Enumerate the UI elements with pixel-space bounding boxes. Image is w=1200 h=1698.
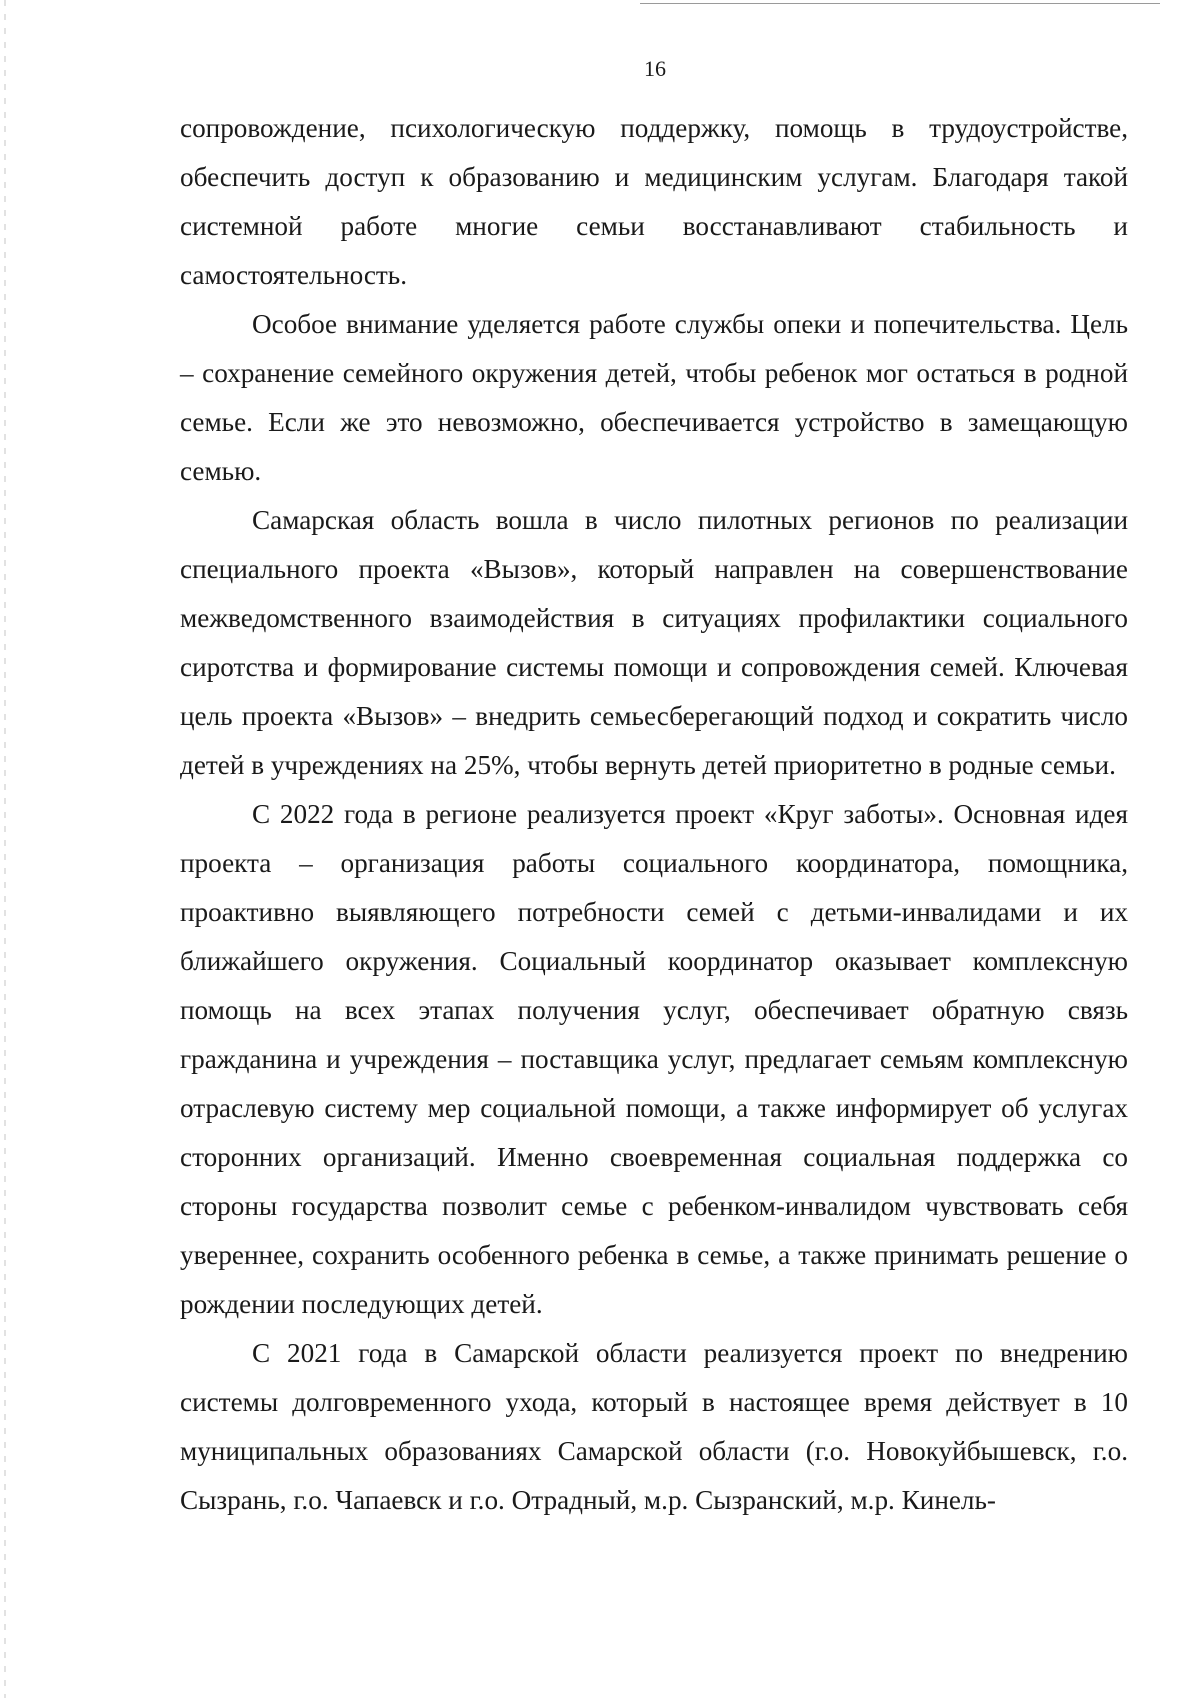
scan-artifact-edge (4, 0, 6, 1698)
document-body (180, 104, 1128, 1525)
scan-artifact-line (640, 3, 1160, 4)
paragraph-2: Особое внимание уделяется работе службы опеки и попечительства. Цель – сохранение семейного окружения детей, чтобы ребенок мог остаться в родной семье. Если же это невозможно, обеспечивается устройство в замещающую семью. (180, 309, 1128, 486)
paragraph-4: С 2022 года в регионе реализуется проект «Круг заботы». Основная идея проекта – организация работы социального координатора, помощника, проактивно выявляющего потребности семей с детьми-инвалидами и их ближайшего окружения. Социальный координатор оказывает комплексную помощь на всех этапах получения услуг, обеспечивает обратную связь гражданина и учреждения – поставщика услуг, предлагает семьям комплексную отраслевую систему мер социальной помощи, а также информирует об услугах сторонних организаций. Именно своевременная социальная поддержка со стороны государства позволит семье с ребенком-инвалидом чувствовать себя увереннее, сохранить особенного ребенка в семье, а также принимать решение о рождении последующих детей. (180, 799, 1128, 1319)
paragraph-3: Самарская область вошла в число пилотных регионов по реализации специального проекта «Вызов», который направлен на совершенствование межведомственного взаимодействия в ситуациях профилактики социального сиротства и формирование системы помощи и сопровождения семей. Ключевая цель проекта «Вызов» – внедрить семьесберегающий подход и сократить число детей в учреждениях на 25%, чтобы вернуть детей приоритетно в родные семьи. (180, 505, 1128, 780)
page-number: 16 (644, 56, 666, 81)
paragraph-5: С 2021 года в Самарской области реализуется проект по внедрению системы долговременного ухода, который в настоящее время действует в 10 муниципальных образованиях Самарской области (г.о. Новокуйбышевск, г.о. Сызрань, г.о. Чапаевск и г.о. Отрадный, м.р. Сызранский, м.р. Кинель- (180, 1338, 1128, 1515)
paragraph-1: сопровождение, психологическую поддержку, помощь в трудоустройстве, обеспечить доступ к образованию и медицинским услугам. Благодаря такой системной работе многие семьи восстанавливают стабильность и самостоятельность. (180, 113, 1128, 290)
